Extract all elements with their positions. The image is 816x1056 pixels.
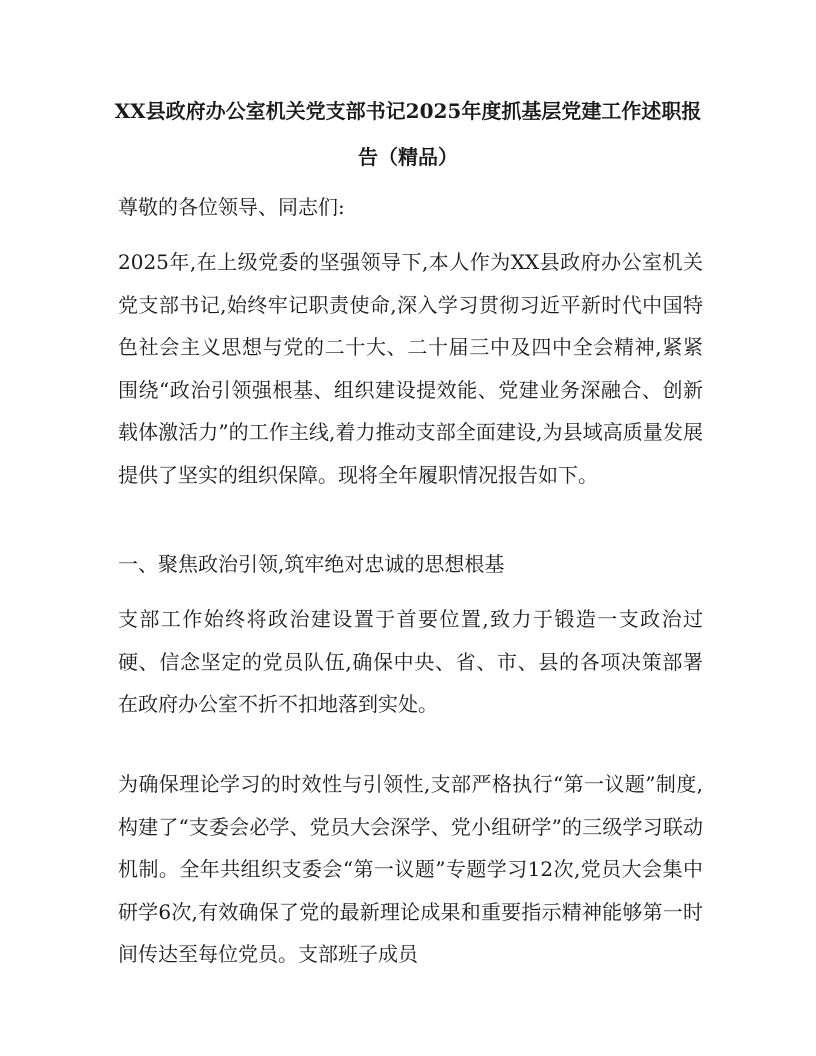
greeting: 尊敬的各位领导、同志们: bbox=[118, 195, 345, 219]
section-1-paragraph-2: 为确保理论学习的时效性与引领性,支部严格执行“第一议题”制度,构建了“支委会必学、党员大会深学、党小组研学”的三级学习联动机制。全年共组织支委会“第一议题”专题学习12次,党员大会集中研学6次,有效确保了党的最新理论成果和重要指示精神能够第一时间传达至每位党员。支部班子成员 bbox=[118, 772, 703, 966]
section-1-paragraph-1: 支部工作始终将政治建设置于首要位置,致力于锻造一支政治过硬、信念坚定的党员队伍,确保中央、省、市、县的各项决策部署在政府办公室不折不扣地落到实处。 bbox=[118, 607, 703, 716]
document-title: XX县政府办公室机关党支部书记2025年度抓基层党建工作述职报告（精品） bbox=[114, 99, 702, 169]
intro-paragraph: 2025年,在上级党委的坚强领导下,本人作为XX县政府办公室机关党支部书记,始终牢记职责使命,深入学习贯彻习近平新时代中国特色社会主义思想与党的二十大、二十届三中及四中全会精神,紧紧围绕“政治引领强根基、组织建设提效能、党建业务深融合、创新载体激活力”的工作主线,着力推动支部全面建设,为县域高质量发展提供了坚实的组织保障。现将全年履职情况报告如下。 bbox=[118, 250, 703, 487]
section-heading-1: 一、聚焦政治引领,筑牢绝对忠诚的思想根基 bbox=[118, 552, 505, 576]
